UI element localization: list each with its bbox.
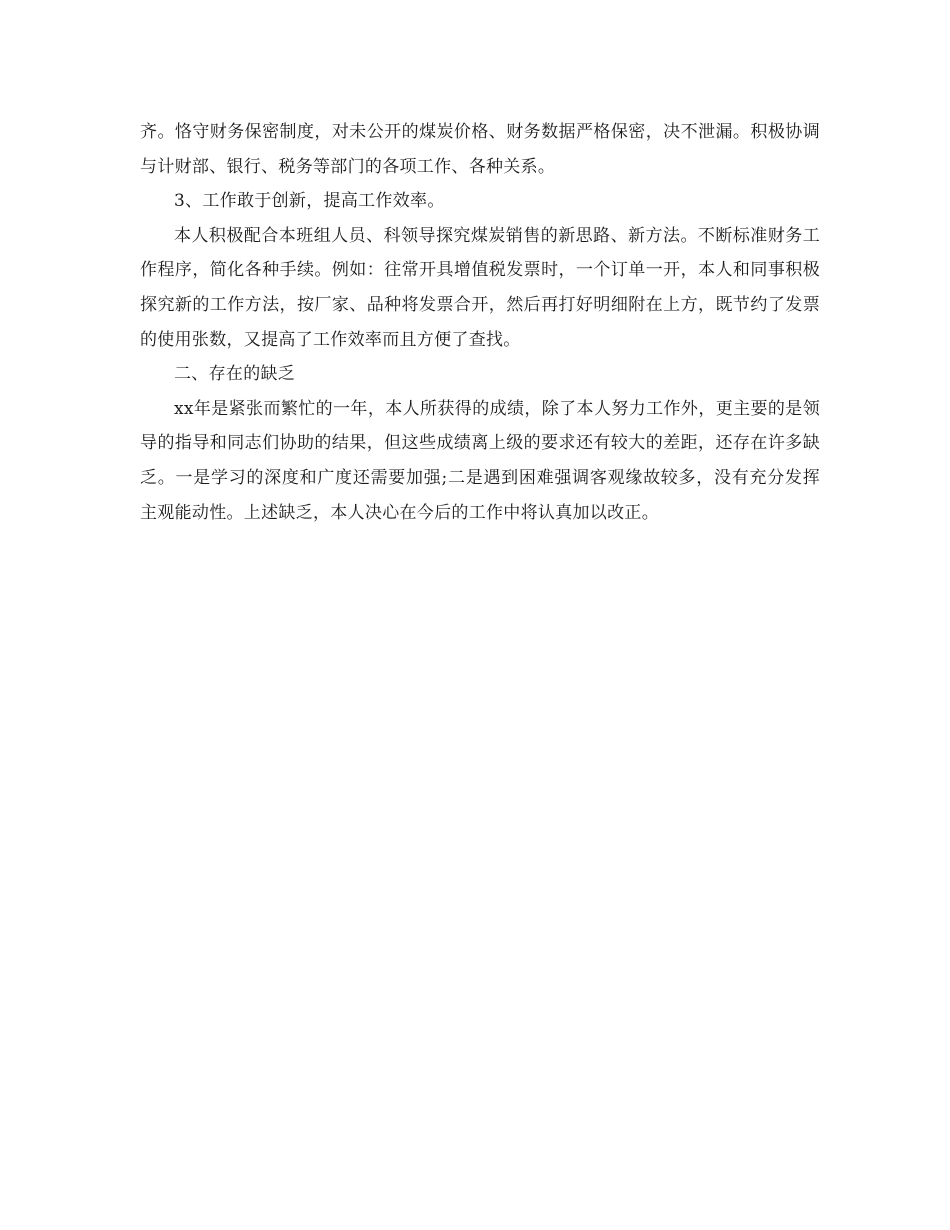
paragraph-innovation: 本人积极配合本班组人员、科领导探究煤炭销售的新思路、新方法。不断标准财务工作程序，简化各种手续。例如：往常开具增值税发票时，一个订单一开，本人和同事积极探究新的工作方法，按厂家、品种将发票合开，然后再打好明细附在上方，既节约了发票的使用张数，又提高了工作效率而且方便了查找。	[140, 225, 820, 350]
heading-innovation: 3、工作敢于创新，提高工作效率。	[174, 191, 445, 212]
document-body	[140, 115, 820, 530]
heading-shortcomings: 二、存在的缺乏	[174, 364, 296, 385]
paragraph-shortcomings: xx年是紧张而繁忙的一年，本人所获得的成绩，除了本人努力工作外，更主要的是领导的指导和同志们协助的结果，但这些成绩离上级的要求还有较大的差距，还存在许多缺乏。一是学习的深度和广度还需要加强;二是遇到困难强调客观缘故较多，没有充分发挥主观能动性。上述缺乏，本人决心在今后的工作中将认真加以改正。	[140, 398, 820, 523]
paragraph-confidentiality: 齐。恪守财务保密制度，对未公开的煤炭价格、财务数据严格保密，决不泄漏。积极协调与计财部、银行、税务等部门的各项工作、各种关系。	[140, 122, 820, 177]
